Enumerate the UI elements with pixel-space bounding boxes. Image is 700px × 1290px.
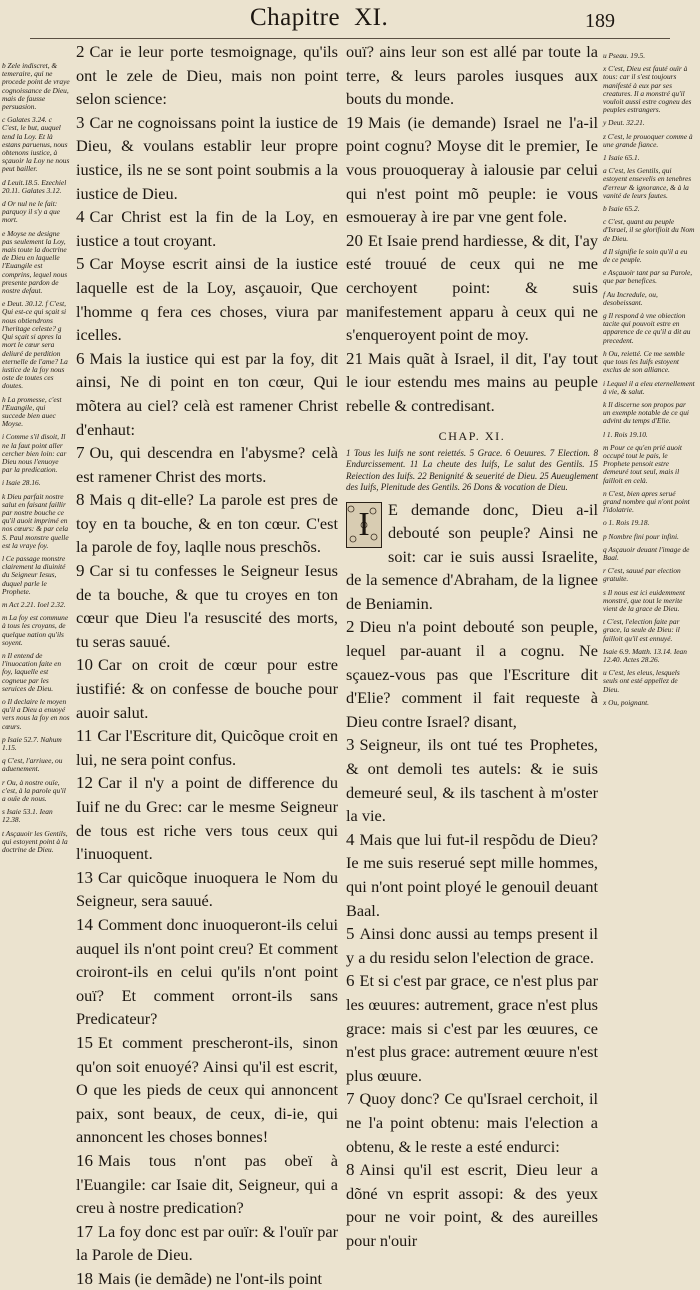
chapter-eleven-start (346, 498, 598, 1253)
verse-number: 16 (76, 1150, 93, 1170)
marginal-note: p Nombre fini pour infini. (603, 531, 679, 541)
running-title (250, 4, 388, 32)
verse-number: 6 (346, 971, 355, 991)
verse-text: Comment donc inuoqueront-ils celui auquel ils n'ont point creu? Et comment croiront-ils en celui qu'ils n'ont point ouï? Et comment orront-ils sans Predicateur? (76, 914, 338, 1029)
verse (76, 1267, 338, 1290)
marginal-note: t C'est, l'election faite par grace, la seule de Dieu: il failloit qu'il est ennuyé. (603, 617, 680, 643)
verse-number: 2 (346, 617, 355, 637)
running-title-word: Chapitre (250, 4, 341, 31)
marginal-note: n C'est, bien apres serué grand nombre qui n'ont point l'idolatrie. (603, 488, 690, 515)
marginal-note: f Au Incredule, ou, desobeissant. (603, 289, 658, 307)
marginal-note: a C'est, les Gentils, qui estoyent ensevelis en tenebres d'erreur & ignorance, & à la vanité de leurs fautes. (603, 166, 692, 200)
verse (76, 252, 338, 346)
chapter-summary: 1 Tous les Iuifs ne sont reiettés. 5 Grace. 6 Oeuures. 7 Election. 8 Endurcissement. 11 La cheute des Iuifs, Le salut des Gentils. 15 Reiection des Iuifs. 22 Benignité & seuerité de Dieu. 25 Aueuglement des Iuifs, Plenitude des Gentils. 26 Dons & vocation de Dieu. (346, 447, 598, 492)
verse (76, 1220, 338, 1267)
verse-text: Mais quãt à Israel, il dit, I'ay tout le iour estendu mes mains au peuple rebelle & contredisant. (346, 348, 598, 415)
verse-number: 20 (346, 230, 363, 250)
verse (76, 559, 338, 653)
verse-number: 3 (76, 112, 85, 132)
verse-number: 13 (76, 867, 93, 887)
right-margin-notes (603, 52, 695, 712)
verse-text: Ou, qui descendra en l'abysme? celà est ramener Christ des morts. (76, 443, 338, 486)
verse-number: 8 (76, 490, 85, 510)
verse-text: Quoy donc? Ce qu'Israel cerchoit, il ne l'a point obtenu: mais l'election a obtenu, & le reste a esté endurci: (346, 1089, 598, 1156)
verse (346, 969, 598, 1087)
chapter-ten-end (346, 40, 598, 418)
marginal-note: c Galates 3.24. c C'est, le but, auquel tend la Loy. Et là estans paruenus, nous obtenons iustice, à sçauoir la Loy ne nous peut bailler. (2, 115, 70, 174)
marginal-note: m Act 2.21. Ioel 2.32. (2, 599, 66, 609)
verse-text: Car l'Escriture dit, Quicõque croit en lui, ne sera point confus. (76, 726, 338, 769)
verse-text: E demande donc, Dieu a-il debouté son peuple? Ainsi ne soit: car ie suis aussi Israelite, de la semence d'Abraham, de la lignee de Beniamin. (346, 499, 598, 613)
marginal-note: u C'est, les eleus, lesquels seuls ont esté appellez de Dieu. (603, 668, 680, 694)
middle-text-column (346, 40, 598, 1253)
marginal-note: d Or nul ne le fait: parquoy il s'y a que mort. (2, 199, 60, 225)
marginal-note: m Pour ce qu'en prié auoit occupé tout le pais, le Prophete pensoit estre demeuré tout seul, mais il failloit en celà. (603, 442, 682, 485)
verse-text: Et si c'est par grace, ce n'est plus par les œuures: autrement, grace n'est plus grace: mais si c'est par les œuures, ce n'est plus grace: autrement œuure n'est plus œuure. (346, 971, 598, 1085)
marginal-note: u Pseau. 19.5. (603, 51, 646, 60)
marginal-note: y Deut. 32.21. (603, 118, 645, 128)
marginal-note: l Ce passage monstre clairement la diuinité du Seigneur Iesus, duquel parle le Prophete. (2, 553, 66, 596)
verse-number: 19 (346, 112, 363, 132)
verse-number: 7 (76, 443, 85, 463)
verse-number: 11 (76, 726, 93, 746)
verse-number: 9 (76, 561, 85, 581)
verse (346, 229, 598, 347)
marginal-note: e Deut. 30.12. f C'est, Qui est-ce qui sçait si nous obtiendrons l'heritage celeste? g Qui sçait si apres la mort le cœur sera deliuré de perdition eternelle de l'ame? La iustice de la foy nous oste de toutes ces doutes. (2, 299, 68, 391)
verse (346, 1087, 598, 1158)
verse-text: Mais (ie demãde) ne l'ont-ils point (98, 1268, 323, 1288)
marginal-note: x Ou, poignant. (603, 697, 649, 707)
verse (346, 498, 598, 616)
left-margin-notes (2, 62, 70, 859)
verse (346, 733, 598, 827)
marginal-note: h Ou, reietté. Ce me semble que tous les Iuifs estoyent exclus de son alliance. (603, 348, 685, 375)
verse (76, 653, 338, 724)
chapter-heading: CHAP. XI. (438, 428, 506, 443)
verse-text: Mais tous n'ont pas obeï à l'Euangile: car Isaie dit, Seigneur, qui a creu à nostre predication? (76, 1150, 338, 1218)
marginal-note: t Asçauoir les Gentils, qui estoyent point à la doctrine de Dieu. (2, 828, 68, 855)
verse-text: Mais (ie demande) Israel ne l'a-il point cognu? Moyse dit le premier, Ie vous prouoqueray à ialousie par celui qui n'est point mõ peuple: ie vous esmoueray à ire par vne gent fole. (346, 112, 598, 227)
marginal-note: q C'est, l'arriuee, ou aduenement. (2, 756, 63, 774)
marginal-note: s Isaie 53.1. Iean 12.38. (2, 807, 53, 825)
verse-number: 15 (76, 1032, 93, 1052)
verse (76, 1031, 338, 1149)
marginal-note: o Il declaire le moyen qu'il a Dieu a enuoyé vers nous la foy en nos cœurs. (2, 697, 70, 731)
verse-text: Car Christ est la fin de la Loy, en iustice a tout croyant. (76, 207, 338, 250)
verse-number: 10 (76, 655, 93, 675)
verse-number: 5 (76, 254, 85, 274)
verse-number: 7 (346, 1089, 355, 1109)
marginal-note: d Leuit.18.5. Ezechiel 20.11. Galates 3.12. (2, 177, 67, 195)
marginal-note: i Comme s'il disoit, Il ne la faut point aller cercher bien loin: car Dieu nous l'enuoye par la predication. (2, 432, 67, 475)
verse-text: ouï? ains leur son est allé par toute la terre, & leurs paroles iusques aux bouts du monde. (346, 42, 598, 109)
header-rule (30, 38, 670, 39)
verse (76, 771, 338, 865)
verse-text: Car on croit de cœur pour estre iustifié: & on confesse de bouche pour auoir salut. (76, 655, 338, 722)
folio-number: 189 (585, 10, 615, 32)
left-text-column (76, 40, 338, 1290)
verse-number: 6 (76, 348, 85, 368)
marginal-note: i Isaie 28.16. (2, 478, 41, 488)
marginal-note: k Dieu parfait nostre salut en faisant faillir par nostre bouche ce qu'il auoit imprimé en nos cœurs: & par cela S. Paul monstre quelle est la vraye foy. (2, 491, 69, 550)
verse-text: Car quicõque inuoquera le Nom du Seigneur, sera sauué. (76, 867, 338, 911)
decorated-initial (346, 502, 382, 548)
marginal-note: r Ou, à nostre ouïe, c'est, à la parole qu'il a ouïe de nous. (2, 777, 66, 804)
marginal-note: p Isaie 52.7. Nahum 1.15. (2, 734, 62, 753)
marginal-note: c C'est, quant au peuple d'Israel, il se glorifioit du Nom de Dieu. (603, 217, 695, 243)
verse-number: 12 (76, 773, 93, 793)
marginal-note: l 1. Rois 19.10. (603, 429, 648, 439)
verse-number: 14 (76, 914, 93, 934)
marginal-note: k Il discerne son propos par un exemple notable de ce qui advint du temps d'Elie. (603, 399, 689, 426)
verse (346, 1158, 598, 1252)
verse (346, 111, 598, 229)
verse-text: Mais q dit-elle? La parole est pres de toy en ta bouche, & en ton cœur. C'est la parole de foy, laqlle nous preschõs. (76, 490, 338, 557)
verse (346, 828, 598, 922)
verse-text: Ainsi donc aussi au temps present il y a du residu selon l'election de grace. (346, 924, 598, 967)
verse-text: Dieu n'a point debouté son peuple, lequel par-auant il a cognu. Ne sçauez-vous pas que l'Escriture dit d'Elie? comment il fait requeste à Dieu contre Israel? disant, (346, 617, 598, 731)
marginal-note: n Il entend de l'inuocation faite en foy, laquelle est cogneue par les seruices de Dieu. (2, 651, 62, 693)
verse-text: Car il n'y a point de difference du Iuif ne du Grec: car le mesme Seigneur de tous est riche vers tous ceux qui l'inuoquent. (76, 773, 338, 864)
marginal-note: Isaie 6.9. Matth. 13.14. Iean 12.40. Actes 28.26. (603, 646, 687, 664)
marginal-note: z C'est, le prouoquer comme à une grande fiance. (603, 131, 693, 149)
marginal-note: q Asçauoir deuant l'image de Baal. (603, 544, 690, 562)
verse-text: Mais que lui fut-il respõdu de Dieu? Ie me suis reserué sept mille hommes, qui n'ont point ployé le genouil deuant Baal. (346, 829, 598, 920)
verse-text: Mais la iustice qui est par la foy, dit ainsi, Ne di point en ton cœur, Qui mõtera au ciel? celà est ramener Christ d'enhaut: (76, 348, 338, 439)
verse (76, 205, 338, 252)
marginal-note: x C'est, Dieu est fauté ouïr à tous: car il s'est toujours manifesté à eux par ses creatures. Il a monstré qu'il vouloit aussi estre cogneu des peuples estrangers. (603, 64, 692, 115)
verse-text: Car ie leur porte tesmoignage, qu'ils ont le zele de Dieu, mais non point selon science: (76, 42, 338, 109)
verse-text: Car ne cognoissans point la iustice de Dieu, & voulans establir leur propre iustice, ils ne se sont point soubmis a la iustice de Dieu. (76, 112, 338, 203)
verse-number: 4 (76, 207, 85, 227)
marginal-note: g Il respond à vne obiection tacite qui pouvoit estre en apparence de ce qu'il a dit au precedent. (603, 311, 691, 345)
verse (76, 488, 338, 559)
verse-number: 3 (346, 735, 355, 755)
verse-text: Et comment prescheront-ils, sinon qu'on soit enuoyé? Ainsi qu'il est escrit, O que les pieds de ceux qui annoncent paix, sont beaux, de ceux, di-ie, qui annoncent les choses bonnes! (76, 1032, 338, 1147)
marginal-note: r C'est, sauué par election gratuite. (603, 566, 681, 584)
verse-text: Ainsi qu'il est escrit, Dieu leur a dõné vn esprit assopi: & des yeux pour ne voir point, & des aureilles pour n'ouir (346, 1160, 598, 1250)
verse (76, 111, 338, 205)
verse (346, 922, 598, 969)
page-header (0, 0, 700, 40)
marginal-note: d Il signifie le soin qu'il a eu de ce peuple. (603, 246, 688, 265)
marginal-note: b Zele indiscret, & temeraire, qui ne procede point de vraye cognoissance de Dieu, mais de fausse persuasion. (2, 61, 70, 112)
marginal-note: i Lequel il a eleu eternellement à vie, & salut. (603, 378, 695, 396)
verse-number: 18 (76, 1268, 93, 1288)
verse (76, 347, 338, 441)
verse-number: 8 (346, 1160, 355, 1180)
verse-text: Seigneur, ils ont tué tes Prophetes, & ont demoli tes autels: & ie suis demeuré seul, & ils taschent à m'oster la vie. (346, 735, 598, 826)
verse-text: Car si tu confesses le Seigneur Iesus de ta bouche, & que tu croyes en ton cœur que Dieu l'a resuscité des morts, tu seras sauué. (76, 561, 338, 651)
marginal-note: m La foy est commune à tous les croyans, de quelque nation qu'ils soyent. (2, 613, 69, 647)
verse (346, 40, 598, 111)
verse (346, 347, 598, 418)
verse-text: Car Moyse escrit ainsi de la iustice laquelle est de la Loy, asçauoir, Que l'homme q fera ces choses, viura par icelles. (76, 254, 338, 345)
verse (76, 441, 338, 488)
verse (76, 1149, 338, 1220)
verse (76, 913, 338, 1031)
marginal-note: e Asçauoir tant par sa Parole, que par benefices. (603, 268, 693, 286)
verse (76, 866, 338, 913)
verse (76, 724, 338, 771)
marginal-note: e Moyse ne designe pas seulement la Loy, mais toute la doctrine de Dieu en laquelle l'Euangile est comprins, lequel nous presente pardon de nostre defaut. (2, 228, 68, 296)
verse-number: 21 (346, 348, 363, 368)
initial-letter: I (358, 505, 370, 543)
verse-number: 2 (76, 42, 85, 61)
verse (76, 40, 338, 111)
verse-text: La foy donc est par ouïr: & l'ouïr par la Parole de Dieu. (76, 1221, 338, 1265)
marginal-note: b Isaie 65.2. (603, 204, 640, 214)
marginal-note: o 1. Rois 19.18. (603, 518, 650, 528)
marginal-note: 1 Isaie 65.1. (603, 153, 640, 163)
running-title-chapter-number: XI. (354, 4, 389, 31)
marginal-note: s Il nous est ici euidemment monstré, que tout le merite vient de la grace de Dieu. (603, 587, 685, 613)
verse-number: 5 (346, 924, 355, 944)
verse-number: 17 (76, 1221, 93, 1241)
verse (346, 615, 598, 733)
verse-text: Et Isaie prend hardiesse, & dit, I'ay esté trouué de ceux qui ne me cerchoyent point: & suis manifestement apparu à ceux qui ne s'enqueroyent point de moy. (346, 230, 598, 345)
verse-number: 4 (346, 829, 355, 849)
marginal-note: h La promesse, c'est l'Euangile, qui succede bien auec Moyse. (2, 394, 62, 429)
